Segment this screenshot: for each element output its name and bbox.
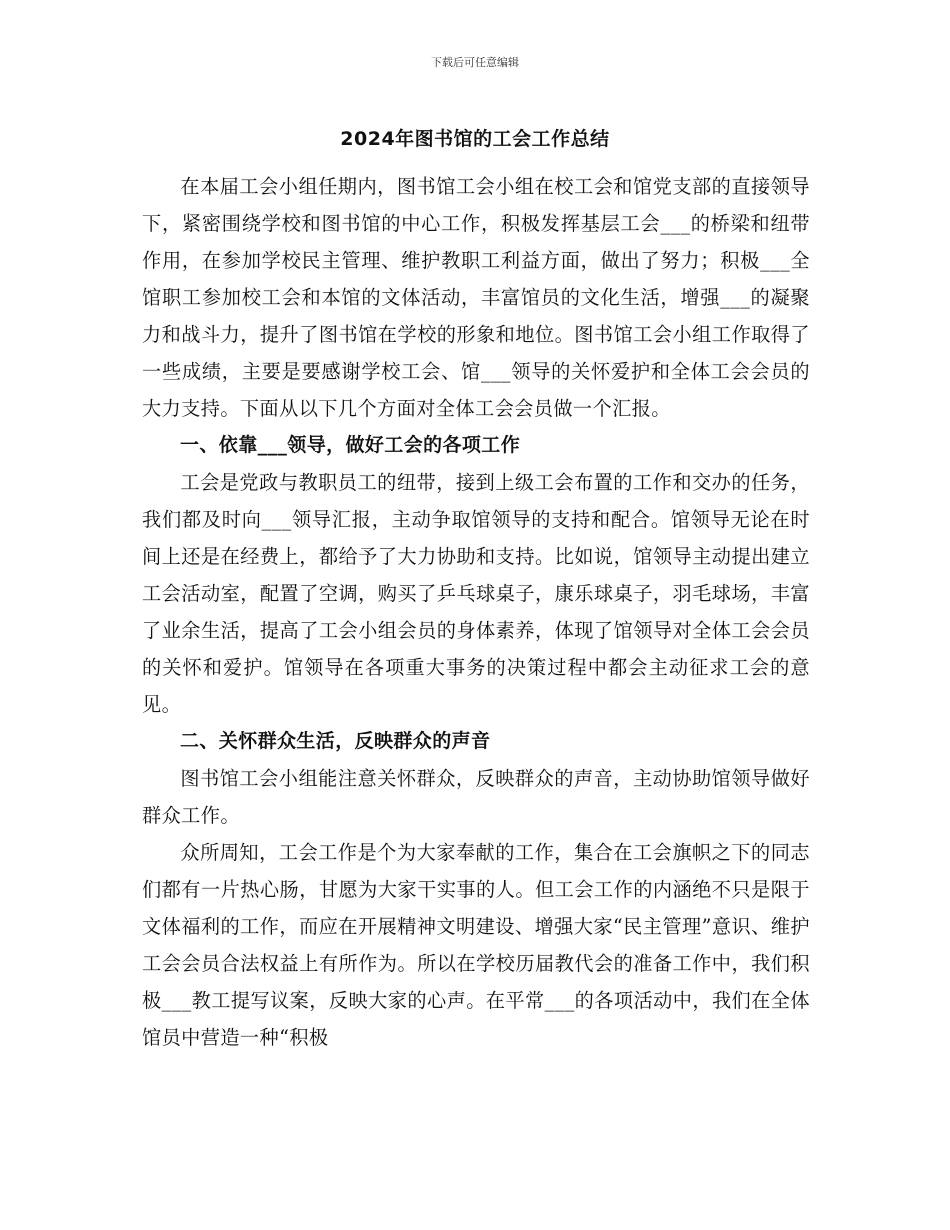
document-title: 2024年图书馆的工会工作总结 xyxy=(340,128,610,150)
section-heading-1: 一、依靠___领导，做好工会的各项工作 xyxy=(180,434,521,456)
paragraph-section-2b: 众所周知，工会工作是个为大家奉献的工作，集合在工会旗帜之下的同志们都有一片热心肠，甘愿为大家干实事的人。但工会工作的内涵绝不只是限于文体福利的工作，而应在开展精神文明建设、增强大家“民主管理”意识、维护工会会员合法权益上有所作为。所以在学校历届教代会的准备工作中，我们积极___教工提写议案，反映大家的心声。在平常___的各项活动中，我们在全体馆员中营造一种“积极 xyxy=(142,841,810,1049)
paragraph-section-1: 工会是党政与教职员工的纽带，接到上级工会布置的工作和交办的任务，我们都及时向___领导汇报，主动争取馆领导的支持和配合。馆领导无论在时间上还是在经费上，都给予了大力协助和支持。比如说，馆领导主动提出建立工会活动室，配置了空调，购买了乒乓球桌子，康乐球桌子，羽毛球场，丰富了业余生活，提高了工会小组会员的身体素养，体现了馆领导对全体工会会员的关怀和爱护。馆领导在各项重大事务的决策过程中都会主动征求工会的意见。 xyxy=(142,471,810,716)
paragraph-section-2a: 图书馆工会小组能注意关怀群众，反映群众的声音，主动协助馆领导做好群众工作。 xyxy=(142,767,810,827)
page-header-note: 下载后可任意编辑 xyxy=(431,56,519,69)
document-body xyxy=(142,168,810,1056)
paragraph-intro: 在本届工会小组任期内，图书馆工会小组在校工会和馆党支部的直接领导下，紧密围绕学校和图书馆的中心工作，积极发挥基层工会___的桥梁和纽带作用，在参加学校民主管理、维护教职工利益方面，做出了努力；积极___全馆职工参加校工会和本馆的文体活动，丰富馆员的文化生活，增强___的凝聚力和战斗力，提升了图书馆在学校的形象和地位。图书馆工会小组工作取得了一些成绩，主要是要感谢学校工会、馆___领导的关怀爱护和全体工会会员的大力支持。下面从以下几个方面对全体工会会员做一个汇报。 xyxy=(142,175,810,420)
section-heading-2: 二、关怀群众生活，反映群众的声音 xyxy=(180,730,491,752)
